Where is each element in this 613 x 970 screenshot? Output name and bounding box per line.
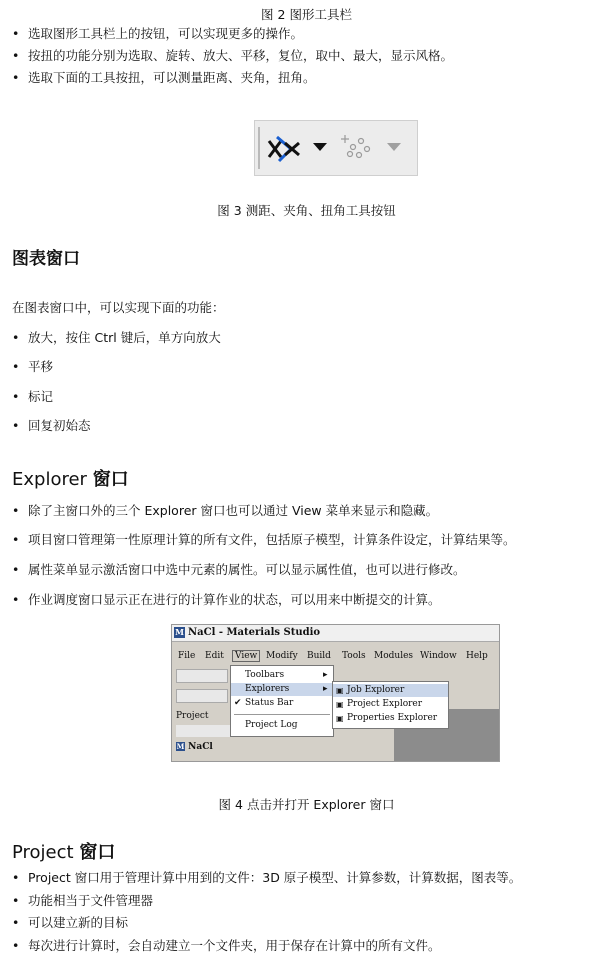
model-icon: M [176,742,185,751]
bullet-glyph: • [12,893,20,908]
bullet-glyph: • [12,330,20,345]
bullet-glyph: • [12,48,20,63]
section-intro: 在图表窗口中，可以实现下面的功能： [12,300,225,315]
project-label: Project [176,711,209,721]
heading-latin: Explorer [12,469,87,490]
bullet-glyph: • [12,503,20,518]
list-item-text: 项目窗口管理第一性原理计算的所有文件，包括原子模型，计算条件设定，计算结果等。 [28,532,516,547]
menu-divider [234,714,330,715]
menu-item-toolbars[interactable]: Toolbars [245,670,285,680]
section-heading-chart: 图表窗口 [12,249,80,269]
list-item-text: 放大，按住 Ctrl 键后，单方向放大 [28,330,221,345]
section-heading-project [12,838,115,864]
bullet-glyph: • [12,389,20,404]
window-titlebar [172,625,499,642]
list-item-text: 选取下面的工具按扭，可以测量距离、夹角，扭角。 [28,70,316,85]
dropdown-arrow-icon [313,143,327,151]
list-item-text: 平移 [28,359,54,374]
list-item [12,868,521,886]
list-item [12,387,53,405]
list-item [12,416,91,434]
list-item-text: 可以建立新的目标 [28,915,129,930]
menu-bar [172,651,499,665]
submenu-arrow-icon: ▸ [323,670,328,680]
list-item-text: Project 窗口用于管理计算中用到的文件：3D 原子模型、计算参数，计算数据，图表等。 [28,870,522,885]
menu-modules[interactable]: Modules [374,651,414,661]
menu-build[interactable]: Build [307,651,331,661]
heading-cjk: 窗口 [92,469,129,490]
list-item [12,530,516,548]
menu-item-status-bar[interactable]: Status Bar [245,698,294,708]
list-item [12,357,53,375]
list-item [12,560,466,578]
toolbar-row [176,689,228,703]
tree-item-label: NaCl [188,742,213,752]
bullet-glyph: • [12,532,20,547]
submenu-item-project-explorer[interactable]: Project Explorer [347,699,423,709]
list-item-text: 标记 [28,389,54,404]
list-item [12,913,128,931]
list-item-text: 功能相当于文件管理器 [28,893,154,908]
toolbar-row [176,669,228,683]
list-item-text: 作业调度窗口显示正在进行的计算作业的状态，可以用来中断提交的计算。 [28,592,441,607]
bullet-glyph: • [12,938,20,953]
list-item-text: 除了主窗口外的三个 Explorer 窗口也可以通过 View 菜单来显示和隐藏。 [28,503,439,518]
list-item [12,501,438,519]
menu-file[interactable]: File [178,651,196,661]
tree-item[interactable] [176,742,213,752]
list-item-text: 选取图形工具栏上的按钮，可以实现更多的操作。 [28,26,304,41]
view-dropdown-menu [230,665,334,737]
heading-cjk: 窗口 [79,842,116,863]
list-item [12,891,153,909]
list-item [12,328,221,346]
list-item-text: 按扭的功能分别为选取、旋转、放大、平移，复位，取中、最大，显示风格。 [28,48,454,63]
bullet-glyph: • [12,70,20,85]
window-title: NaCl - Materials Studio [188,627,321,638]
menu-edit[interactable]: Edit [205,651,224,661]
menu-window[interactable]: Window [420,651,457,661]
list-item [12,24,303,42]
menu-modify[interactable]: Modify [266,651,298,661]
window-icon: ▣ [336,686,344,695]
bullet-glyph: • [12,870,20,885]
figure-3-caption: 图 3 测距、夹角、扭角工具按钮 [217,203,396,218]
submenu-item-properties-explorer[interactable]: Properties Explorer [347,713,438,723]
window-icon: ▣ [336,714,344,723]
figure-2-caption: 图 2 图形工具栏 [261,7,352,22]
dropdown-arrow-disabled-icon [387,143,401,151]
list-item-text: 每次进行计算时，会自动建立一个文件夹，用于保存在计算中的所有文件。 [28,938,441,953]
list-item [12,46,453,64]
bullet-glyph: • [12,26,20,41]
bullet-glyph: • [12,359,20,374]
menu-tools[interactable]: Tools [342,651,366,661]
bullet-glyph: • [12,592,20,607]
list-item-text: 属性菜单显示激活窗口中选中元素的属性。可以显示属性值，也可以进行修改。 [28,562,466,577]
disabled-measure-icon [341,135,370,158]
app-icon: M [175,627,184,637]
section-heading-explorer [12,465,129,491]
bullet-glyph: • [12,562,20,577]
list-item [12,590,441,608]
list-item-text: 回复初始态 [28,418,91,433]
checkmark-icon: ✔ [234,698,242,708]
explorers-submenu [332,681,449,729]
measure-tool-icon [269,137,299,161]
menu-view[interactable]: View [232,650,260,662]
bullet-glyph: • [12,418,20,433]
submenu-item-job-explorer[interactable]: Job Explorer [347,685,405,695]
window-icon: ▣ [336,700,344,709]
bullet-glyph: • [12,915,20,930]
measure-toolbar-image [254,120,418,176]
menu-item-explorers[interactable]: Explorers [245,684,290,694]
submenu-arrow-icon: ▸ [323,684,328,694]
list-item [12,68,316,86]
menu-item-project-log[interactable]: Project Log [245,720,298,730]
heading-latin: Project [12,842,74,863]
menu-help[interactable]: Help [466,651,488,661]
figure-4-caption: 图 4 点击并打开 Explorer 窗口 [218,797,395,812]
list-item [12,936,441,954]
materials-studio-screenshot [171,624,500,762]
